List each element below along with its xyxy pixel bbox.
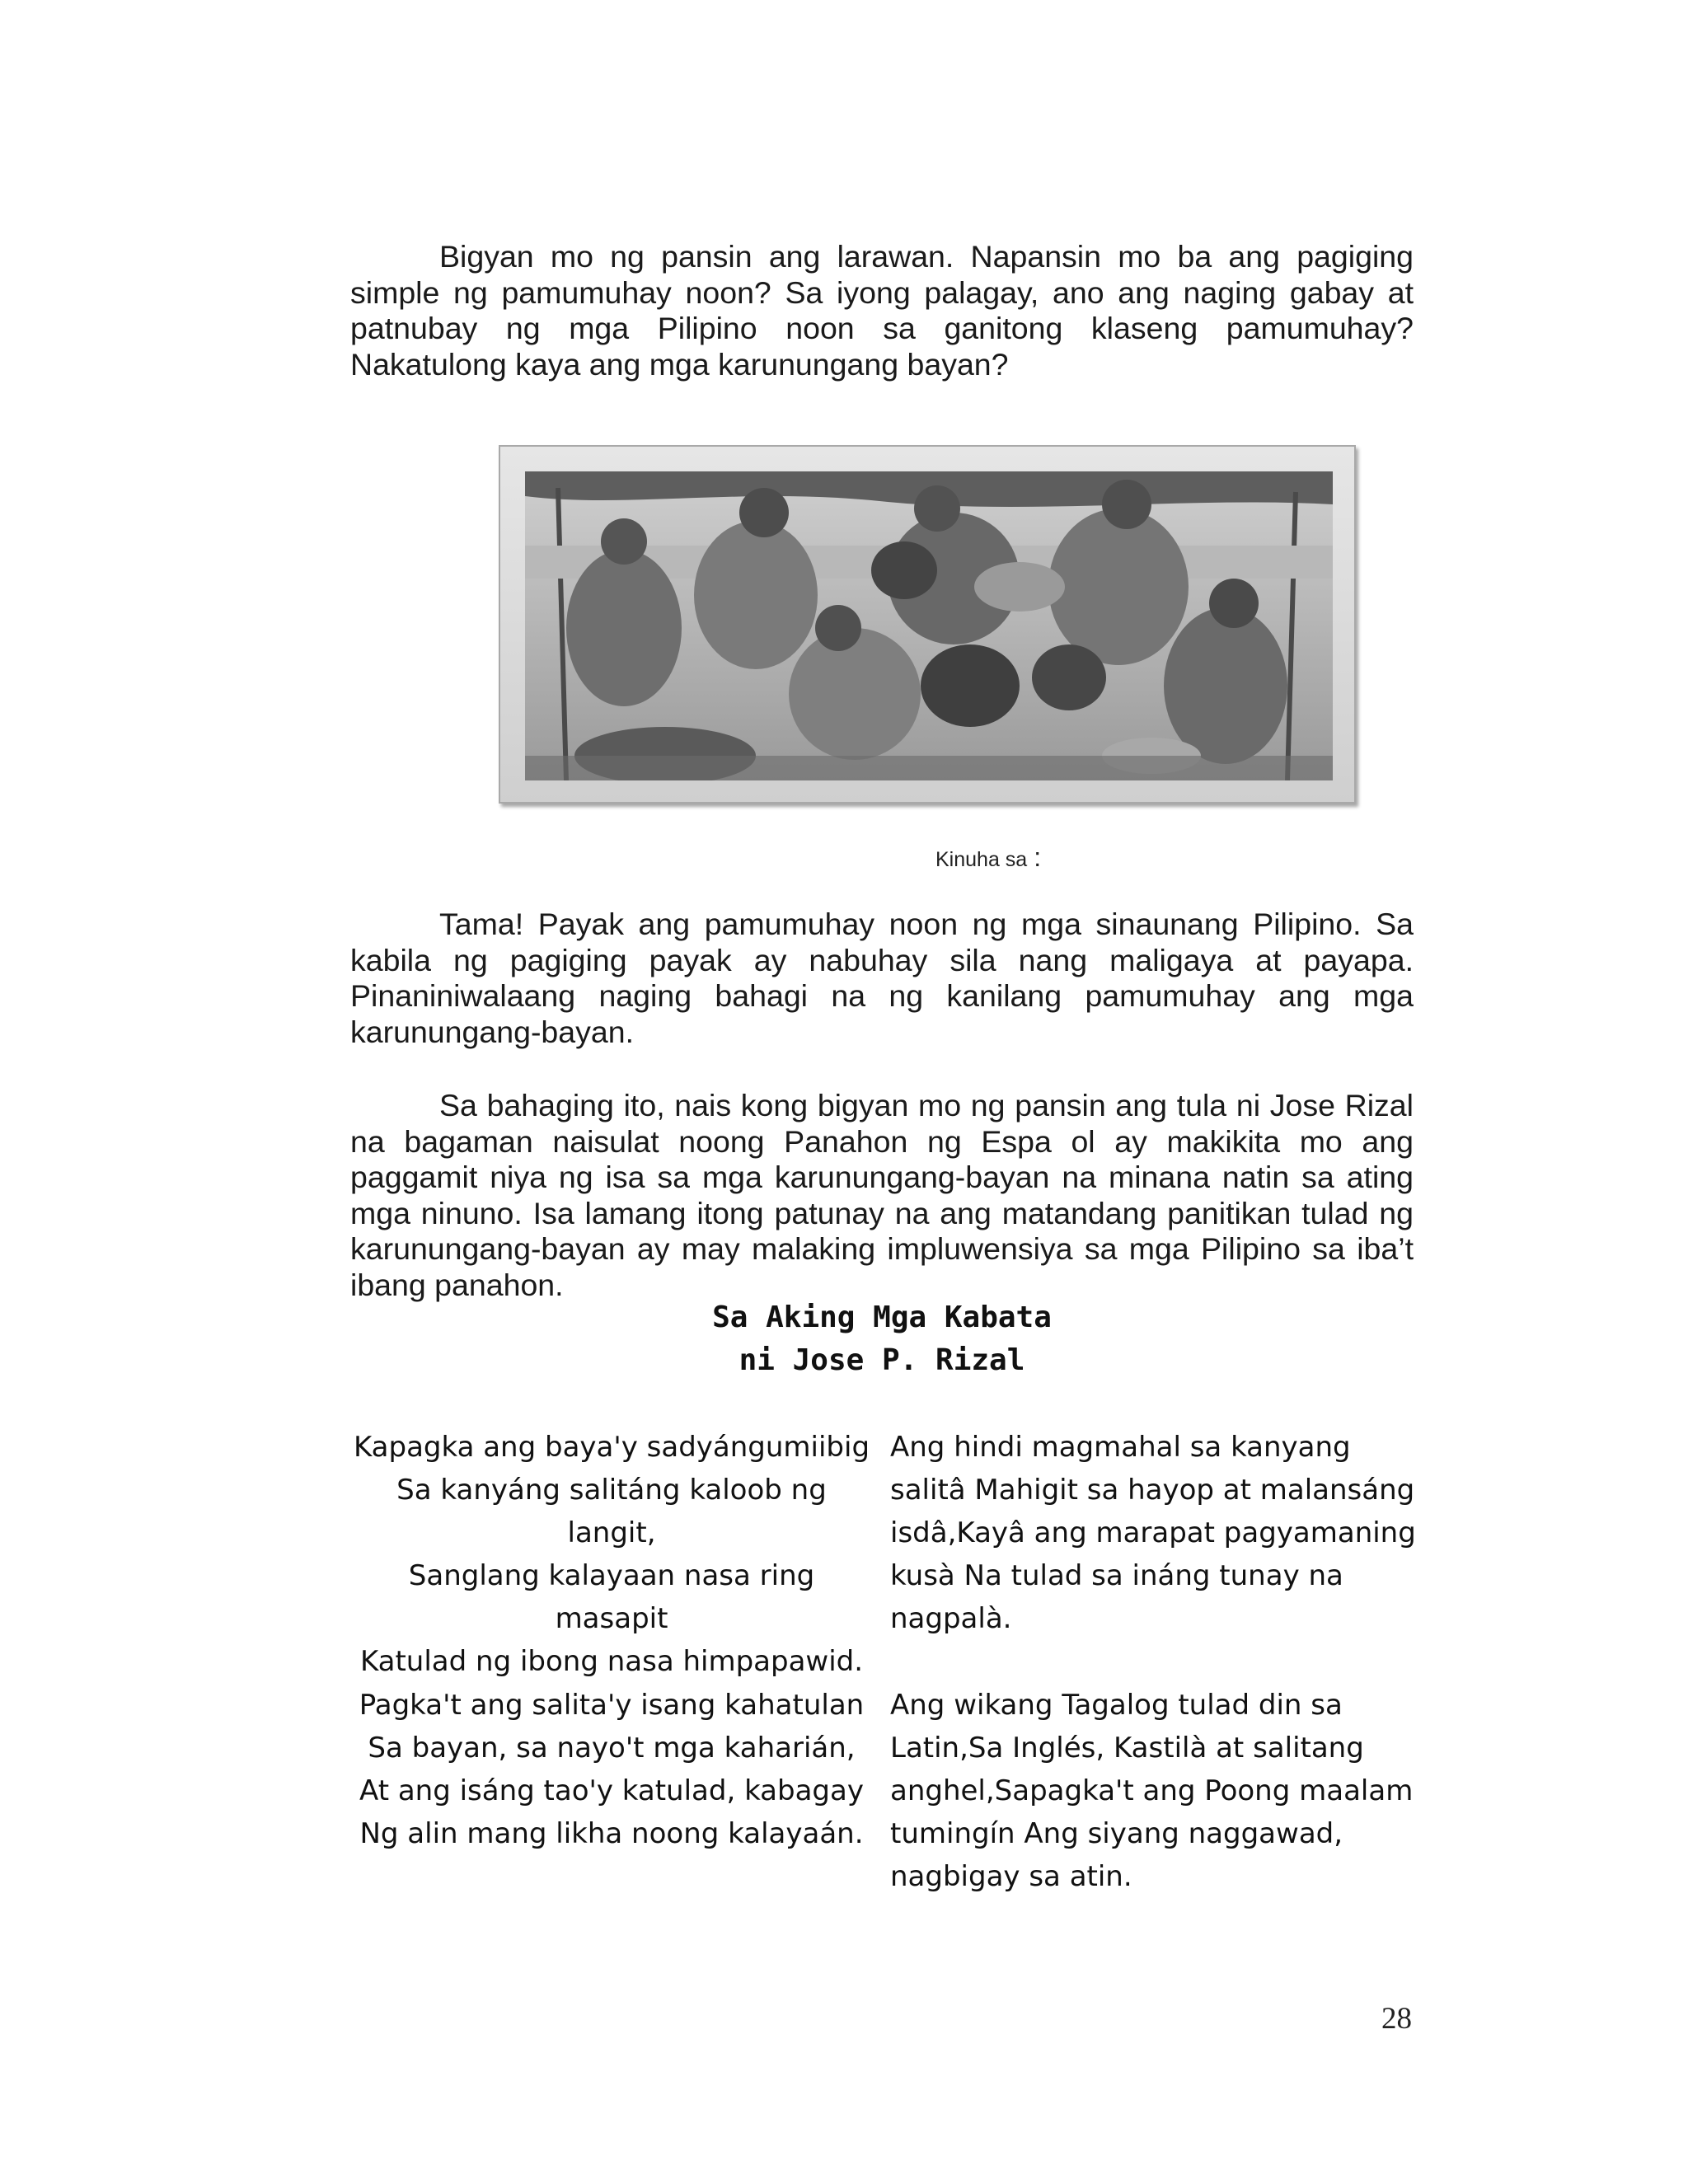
painting-illustration <box>525 471 1333 780</box>
poem-line: nagbigay sa atin. <box>890 1860 1132 1893</box>
poem-line: salitâ Mahigit sa hayop at malansáng <box>890 1474 1415 1507</box>
poem-line: Ang hindi magmahal sa kanyang <box>890 1431 1351 1464</box>
poem-line: tumingín Ang siyang naggawad, <box>890 1817 1343 1850</box>
poem-title: Sa Aking Mga Kabata <box>712 1301 1052 1334</box>
paragraph-3: Sa bahaging ito, nais kong bigyan mo ng pansin ang tula ni Jose Rizal na bagaman naisulat noong Panahon ng Espa ol ay makikita mo ang paggamit niya ng isa sa mga karunungang-bayan na minana natin sa ating mga ninuno. Isa lamang itong patunay na ang matandang panitikan tulad ng karunungang-bayan ay may malaking impluwensiya sa mga Pilipino sa iba’t ibang panahon. <box>350 1088 1414 1302</box>
poem-line: Sa kanyáng salitáng kaloob ng <box>396 1474 827 1507</box>
poem-line: isdâ,Kayâ ang marapat pagyamaning <box>890 1516 1416 1549</box>
poem-line: Sa bayan, sa nayo't mga kaharián, <box>368 1732 856 1765</box>
poem-author: ni Jose P. Rizal <box>738 1343 1025 1377</box>
poem-stanza-3 <box>890 1426 1418 1640</box>
painting-figure <box>499 445 1356 804</box>
intro-paragraph: Bigyan mo ng pansin ang larawan. Napansin mo ba ang pagiging simple ng pamumuhay noon? Sa iyong palagay, ano ang naging gabay at patnubay ng mga Pilipino noon sa ganitong klaseng pamumuhay? Nakatulong kaya ang mga karunungang bayan? <box>350 239 1414 382</box>
poem-line: langit, <box>567 1516 656 1549</box>
painting-image <box>525 471 1333 780</box>
poem-line: Katulad ng ibong nasa himpapawid. <box>359 1645 864 1678</box>
poem-line: At ang isáng tao'y katulad, kabagay <box>359 1774 864 1807</box>
page-number: 28 <box>1381 2002 1412 2036</box>
caption-colon: : <box>1034 842 1042 872</box>
poem-line: Latin,Sa Inglés, Kastilà at salitang <box>890 1732 1364 1765</box>
paragraph-2: Tama! Payak ang pamumuhay noon ng mga sinaunang Pilipino. Sa kabila ng pagiging payak ay nabuhay sila nang maligaya at payapa. Pinaniniwalaang naging bahagi na ng kanilang pamumuhay ang mga karunungang-bayan. <box>350 907 1414 1049</box>
poem-line: Pagka't ang salita'y isang kahatulan <box>359 1689 865 1722</box>
poem-stanza-4 <box>890 1684 1418 1898</box>
poem-line: Ng alin mang likha noong kalayaán. <box>359 1817 864 1850</box>
poem-stanza-2 <box>348 1684 875 1855</box>
poem-line: Kapagka ang baya'y sadyángumiibig <box>353 1431 870 1464</box>
poem-line: Ang wikang Tagalog tulad din sa <box>890 1689 1343 1722</box>
poem-line: Sanglang kalayaan nasa ring masapit <box>408 1559 815 1635</box>
poem-stanza-1 <box>348 1426 875 1683</box>
poem-line: anghel,Sapagka't ang Poong maalam <box>890 1774 1414 1807</box>
caption-label: Kinuha sa <box>935 848 1028 871</box>
figure-caption <box>935 842 1041 873</box>
poem-line: nagpalà. <box>890 1602 1012 1635</box>
poem-line: kusà Na tulad sa ináng tunay na <box>890 1559 1343 1592</box>
